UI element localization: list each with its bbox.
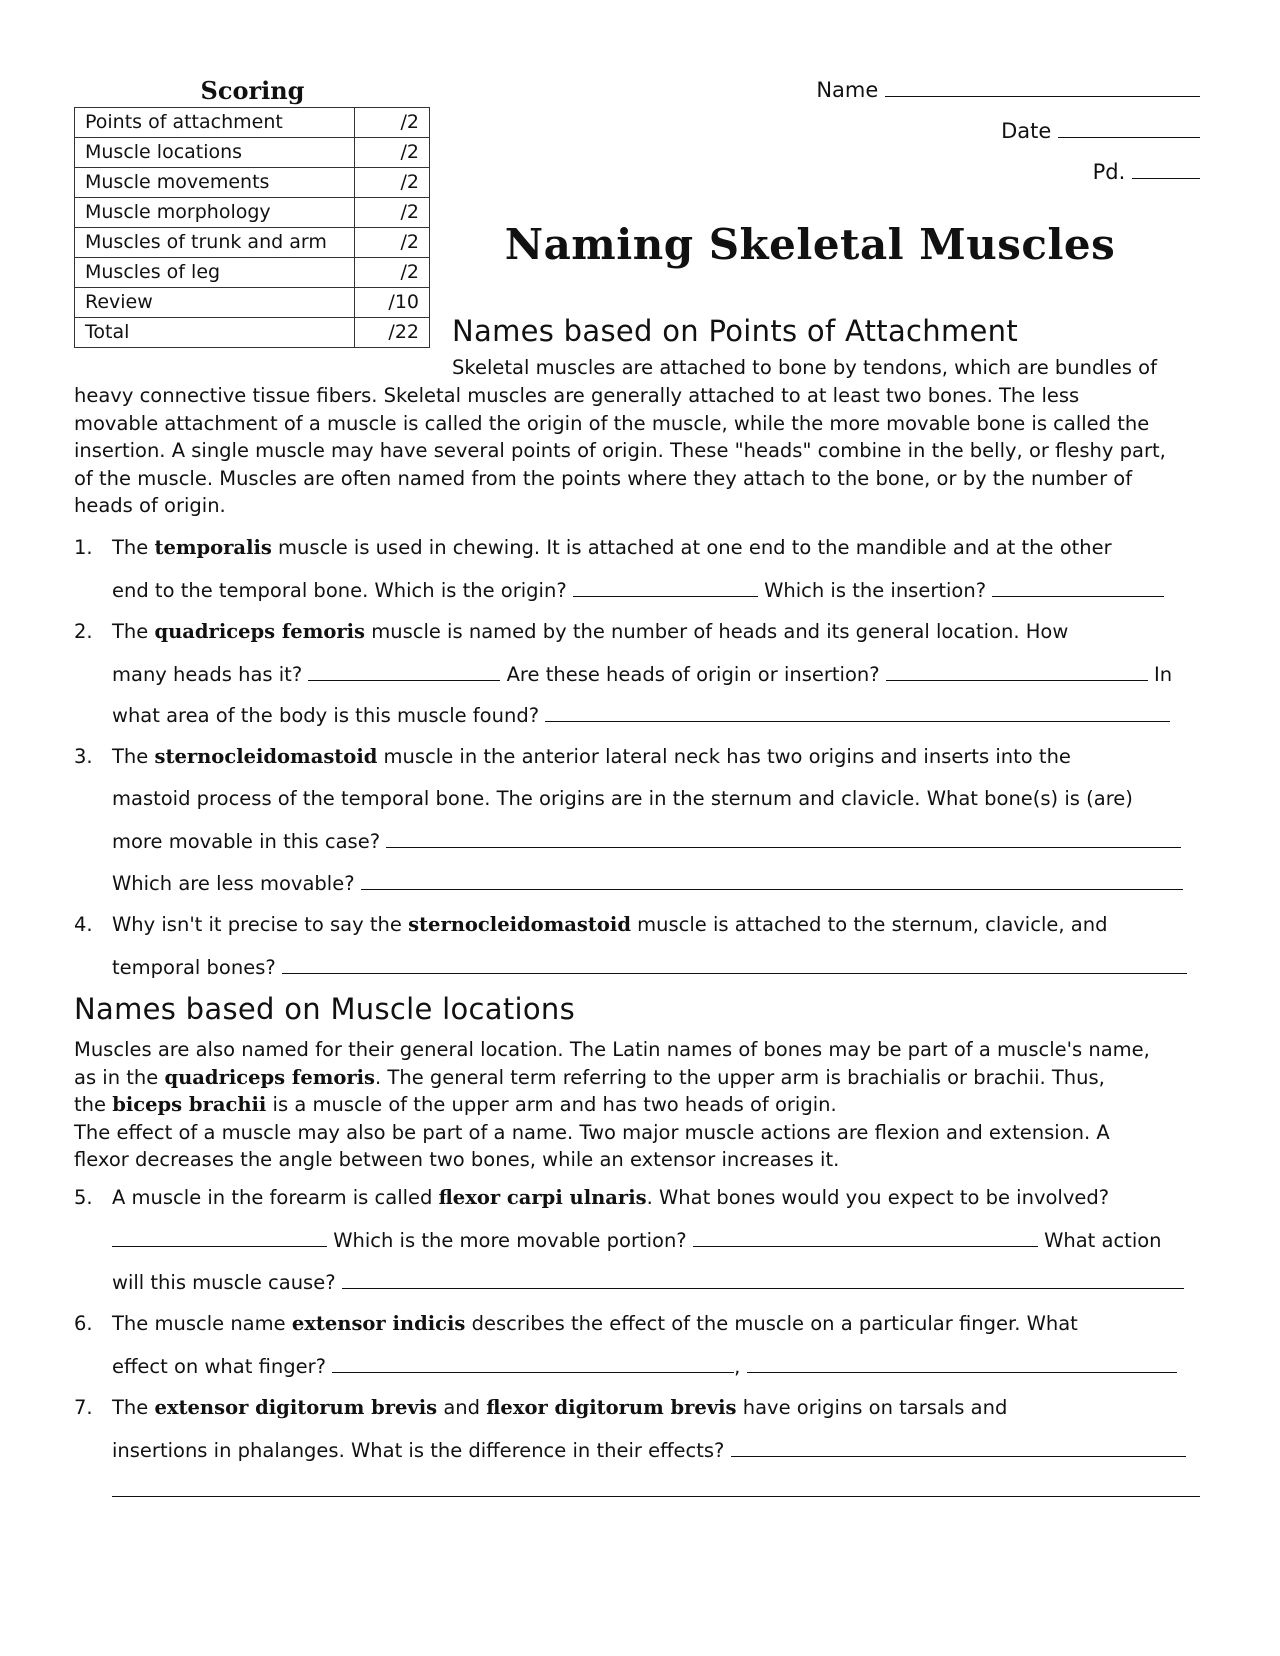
scoring-score: /2 [355, 198, 430, 228]
table-row [75, 168, 430, 198]
para-line: of the muscle. Muscles are often named from the points where they attach to the bone, or by the number of [74, 466, 1133, 490]
q1-insertion-blank[interactable] [992, 578, 1164, 597]
table-row [75, 108, 430, 138]
para-line: flexor decreases the angle between two bones, while an extensor increases it. [74, 1148, 840, 1171]
q4-line1: Why isn't it precise to say the sternocleidomastoid muscle is attached to the sternum, clavicle, and [112, 913, 1108, 936]
section2-paragraph [74, 1036, 1214, 1174]
page-title: Naming Skeletal Muscles [504, 220, 1116, 269]
term-extensor-indicis: extensor indicis [291, 1312, 466, 1335]
question-number: 4. [74, 913, 93, 936]
q1-line2: end to the temporal bone. Which is the origin? Which is the insertion? [112, 578, 1202, 602]
scoring-score: /22 [355, 318, 430, 348]
para-line: Muscles are also named for their general location. The Latin names of bones may be part of a muscle's name, [74, 1038, 1150, 1061]
scoring-score: /2 [355, 108, 430, 138]
q2-origin-insertion-blank[interactable] [886, 662, 1148, 681]
question-number: 5. [74, 1186, 93, 1209]
para-line: heavy connective tissue fibers. Skeletal muscles are generally attached to at least two bones. The less [74, 384, 1080, 407]
q5-line1: A muscle in the forearm is called flexor carpi ulnaris. What bones would you expect to be involved? [112, 1186, 1110, 1209]
period-field[interactable] [1093, 158, 1200, 184]
date-field[interactable] [1001, 117, 1200, 143]
q3-line4: Which are less movable? [112, 871, 1202, 895]
term-biceps-brachii: biceps brachii [112, 1093, 267, 1116]
question-number: 3. [74, 745, 93, 768]
para-line: as in the quadriceps femoris. The general term referring to the upper arm is brachialis or brachii. Thus, [74, 1065, 1105, 1089]
q2-line2: many heads has it? Are these heads of origin or insertion? In [112, 663, 1173, 686]
q5-action-blank[interactable] [342, 1270, 1184, 1289]
q5-line2: Which is the more movable portion? What action [112, 1228, 1202, 1252]
q4-line2: temporal bones? [112, 955, 1202, 979]
q5-bones-blank[interactable] [112, 1228, 327, 1247]
q6-line2: effect on what finger? , [112, 1354, 1202, 1378]
question-number: 6. [74, 1312, 93, 1335]
table-row [75, 258, 430, 288]
section1-para-first: Skeletal muscles are attached to bone by tendons, which are bundles of [452, 356, 1157, 379]
scoring-label: Review [75, 288, 355, 318]
para-line: the biceps brachii is a muscle of the upper arm and has two heads of origin. [74, 1093, 837, 1116]
para-line: insertion. A single muscle may have several points of origin. These "heads" combine in the belly, or fleshy part, [74, 439, 1166, 462]
scoring-label: Muscle morphology [75, 198, 355, 228]
table-row [75, 288, 430, 318]
q7-line1: The extensor digitorum brevis and flexor digitorum brevis have origins on tarsals and [112, 1396, 1008, 1419]
q2-area-blank[interactable] [545, 703, 1170, 722]
q3-line2: mastoid process of the temporal bone. The origins are in the sternum and clavicle. What bone(s) is (are) [112, 787, 1133, 810]
term-flexor-digitorum-brevis: flexor digitorum brevis [486, 1396, 737, 1419]
term-extensor-digitorum-brevis: extensor digitorum brevis [154, 1396, 438, 1419]
scoring-label: Muscles of leg [75, 258, 355, 288]
scoring-table [74, 107, 430, 348]
q2-line3: what area of the body is this muscle found? [112, 703, 1202, 727]
para-line: The effect of a muscle may also be part of a name. Two major muscle actions are flexion and extension. A [74, 1120, 1110, 1144]
scoring-label: Muscle locations [75, 138, 355, 168]
period-label: Pd. [1092, 160, 1126, 184]
q6-effect-blank[interactable] [332, 1354, 734, 1373]
term-flexor-carpi-ulnaris: flexor carpi ulnaris [438, 1186, 647, 1209]
para-line: movable attachment of a muscle is called the origin of the muscle, while the more movable bone is called the [74, 411, 1150, 435]
scoring-score: /10 [355, 288, 430, 318]
q7-answer-blank[interactable] [731, 1438, 1186, 1457]
q3-more-movable-blank[interactable] [386, 829, 1181, 848]
scoring-score: /2 [355, 138, 430, 168]
q3-line1: The sternocleidomastoid muscle in the anterior lateral neck has two origins and inserts into the [112, 745, 1071, 768]
scoring-label: Points of attachment [75, 108, 355, 138]
name-blank[interactable] [885, 76, 1200, 97]
q2-heads-blank[interactable] [308, 662, 500, 681]
name-label: Name [816, 78, 879, 102]
q2-line1: The quadriceps femoris muscle is named by the number of heads and its general location. How [112, 620, 1069, 643]
scoring-score: /2 [355, 168, 430, 198]
period-blank[interactable] [1132, 158, 1200, 179]
question-number: 1. [74, 536, 93, 559]
term-quadriceps-femoris: quadriceps femoris [154, 620, 366, 643]
term-quadriceps-femoris: quadriceps femoris [164, 1065, 376, 1089]
question-number: 7. [74, 1396, 93, 1419]
q1-origin-blank[interactable] [573, 578, 758, 597]
question-number: 2. [74, 620, 93, 643]
scoring-title: Scoring [200, 76, 305, 105]
section-heading-locations: Names based on Muscle locations [74, 992, 576, 1026]
section1-paragraph [74, 382, 1204, 520]
q5-line3: will this muscle cause? [112, 1270, 1202, 1294]
table-row [75, 228, 430, 258]
q3-less-movable-blank[interactable] [361, 871, 1183, 890]
scoring-score: /2 [355, 258, 430, 288]
table-row [75, 138, 430, 168]
term-sternocleidomastoid: sternocleidomastoid [154, 745, 378, 768]
q7-line2: insertions in phalanges. What is the difference in their effects? [112, 1438, 1202, 1462]
date-label: Date [1001, 119, 1052, 143]
para-line: heads of origin. [74, 494, 226, 517]
q6-line1: The muscle name extensor indicis describes the effect of the muscle on a particular finger. What [112, 1312, 1078, 1335]
scoring-label: Muscle movements [75, 168, 355, 198]
q4-answer-blank[interactable] [282, 955, 1187, 974]
q7-answer-line2[interactable] [112, 1496, 1200, 1497]
date-blank[interactable] [1058, 117, 1200, 138]
term-sternocleidomastoid: sternocleidomastoid [408, 913, 631, 936]
q5-movable-blank[interactable] [693, 1228, 1038, 1247]
q1-line1: The temporalis muscle is used in chewing. It is attached at one end to the mandible and at the other [112, 536, 1112, 559]
table-row [75, 318, 430, 348]
q3-line3: more movable in this case? [112, 829, 1202, 853]
scoring-score: /2 [355, 228, 430, 258]
term-temporalis: temporalis [154, 536, 272, 559]
table-row [75, 198, 430, 228]
name-field[interactable] [816, 76, 1200, 102]
scoring-label: Muscles of trunk and arm [75, 228, 355, 258]
q6-finger-blank[interactable] [747, 1354, 1177, 1373]
scoring-label: Total [75, 318, 355, 348]
section-heading-attachment: Names based on Points of Attachment [452, 314, 1018, 348]
